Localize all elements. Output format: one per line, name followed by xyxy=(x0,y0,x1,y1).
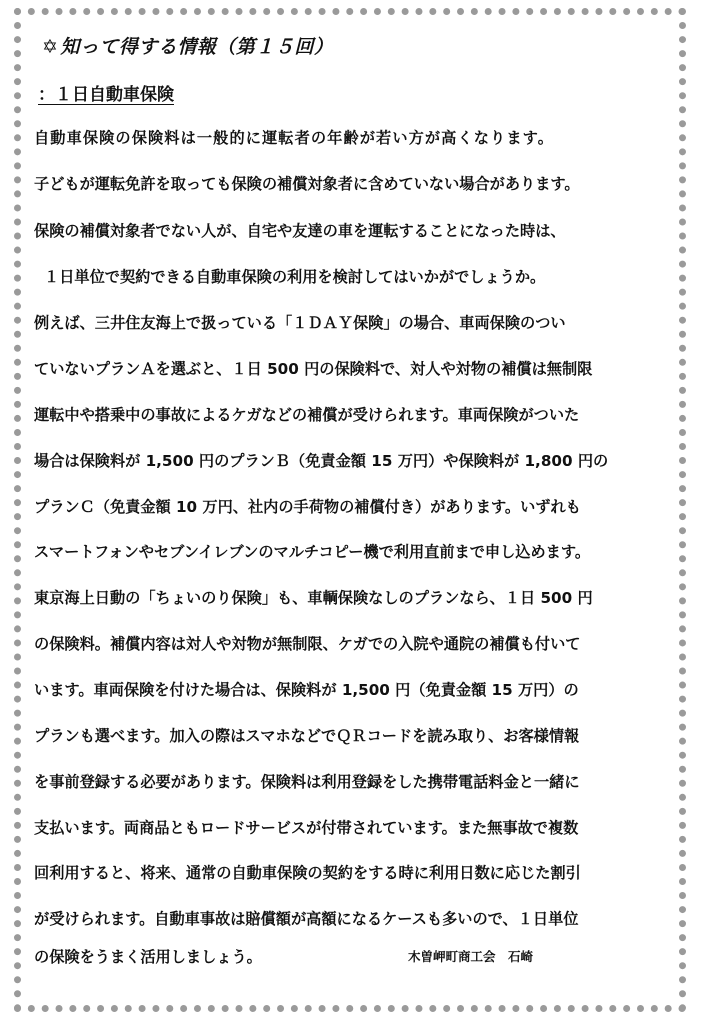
body-line: を事前登録する必要があります。保険料は利用登録をした携帯電話料金と一緒に xyxy=(34,773,580,791)
body-line: 子どもが運転免許を取っても保険の補償対象者に含めていない場合があります。 xyxy=(34,175,580,193)
body-line: の保険をうまく活用しましょう。 xyxy=(34,948,262,966)
body-line: 自動車保険の保険料は一般的に運転者の年齢が若い方が高くなります。 xyxy=(34,129,554,147)
body-line: プランも選べます。加入の際はスマホなどでＱＲコードを読み取り、お客様情報 xyxy=(34,727,580,745)
section-heading: ：１日自動車保険 xyxy=(38,85,174,105)
author-signature: 木曽岬町商工会 石崎 xyxy=(408,949,534,964)
page-title xyxy=(42,32,333,59)
body-line: います。車両保険を付けた場合は、保険料が 1,500 円（免責金額 15 万円）の xyxy=(34,681,579,699)
body-line: 例えば、三井住友海上で扱っている「１ＤＡＹ保険」の場合、車両保険のつい xyxy=(34,314,566,332)
body-line: 回利用すると、将来、通常の自動車保険の契約をする時に利用日数に応じた割引 xyxy=(34,864,581,882)
body-line: 運転中や搭乗中の事故によるケガなどの補償が受けられます。車両保険がついた xyxy=(34,406,580,424)
body-line: が受けられます。自動車事故は賠償額が高額になるケースも多いので、１日単位 xyxy=(34,910,579,928)
body-line: 場合は保険料が 1,500 円のプランＢ（免責金額 15 万円）や保険料が 1,800 円の xyxy=(34,452,609,470)
body-line: 東京海上日動の「ちょいのり保険」も、車輌保険なしのプランなら、１日 500 円 xyxy=(34,589,593,607)
body-line: ていないプランＡを選ぶと、１日 500 円の保険料で、対人や対物の補償は無制限 xyxy=(34,360,593,378)
star-of-david-icon: ✡ xyxy=(42,36,59,58)
page-title-text: 知って得する情報（第１５回） xyxy=(60,36,334,58)
body-line: スマートフォンやセブンイレブンのマルチコピー機で利用直前まで申し込めます。 xyxy=(34,543,591,561)
body-line: １日単位で契約できる自動車保険の利用を検討してはいかがでしょうか。 xyxy=(44,268,546,286)
body-line: プランＣ（免責金額 10 万円、社内の手荷物の補償付き）があります。いずれも xyxy=(34,498,581,516)
body-line: の保険料。補償内容は対人や対物が無制限、ケガでの入院や通院の補償も付いて xyxy=(34,635,581,653)
body-line: 支払います。両商品ともロードサービスが付帯されています。また無事故で複数 xyxy=(34,819,579,837)
body-line: 保険の補償対象者でない人が、自宅や友達の車を運転することになった時は、 xyxy=(34,222,566,240)
